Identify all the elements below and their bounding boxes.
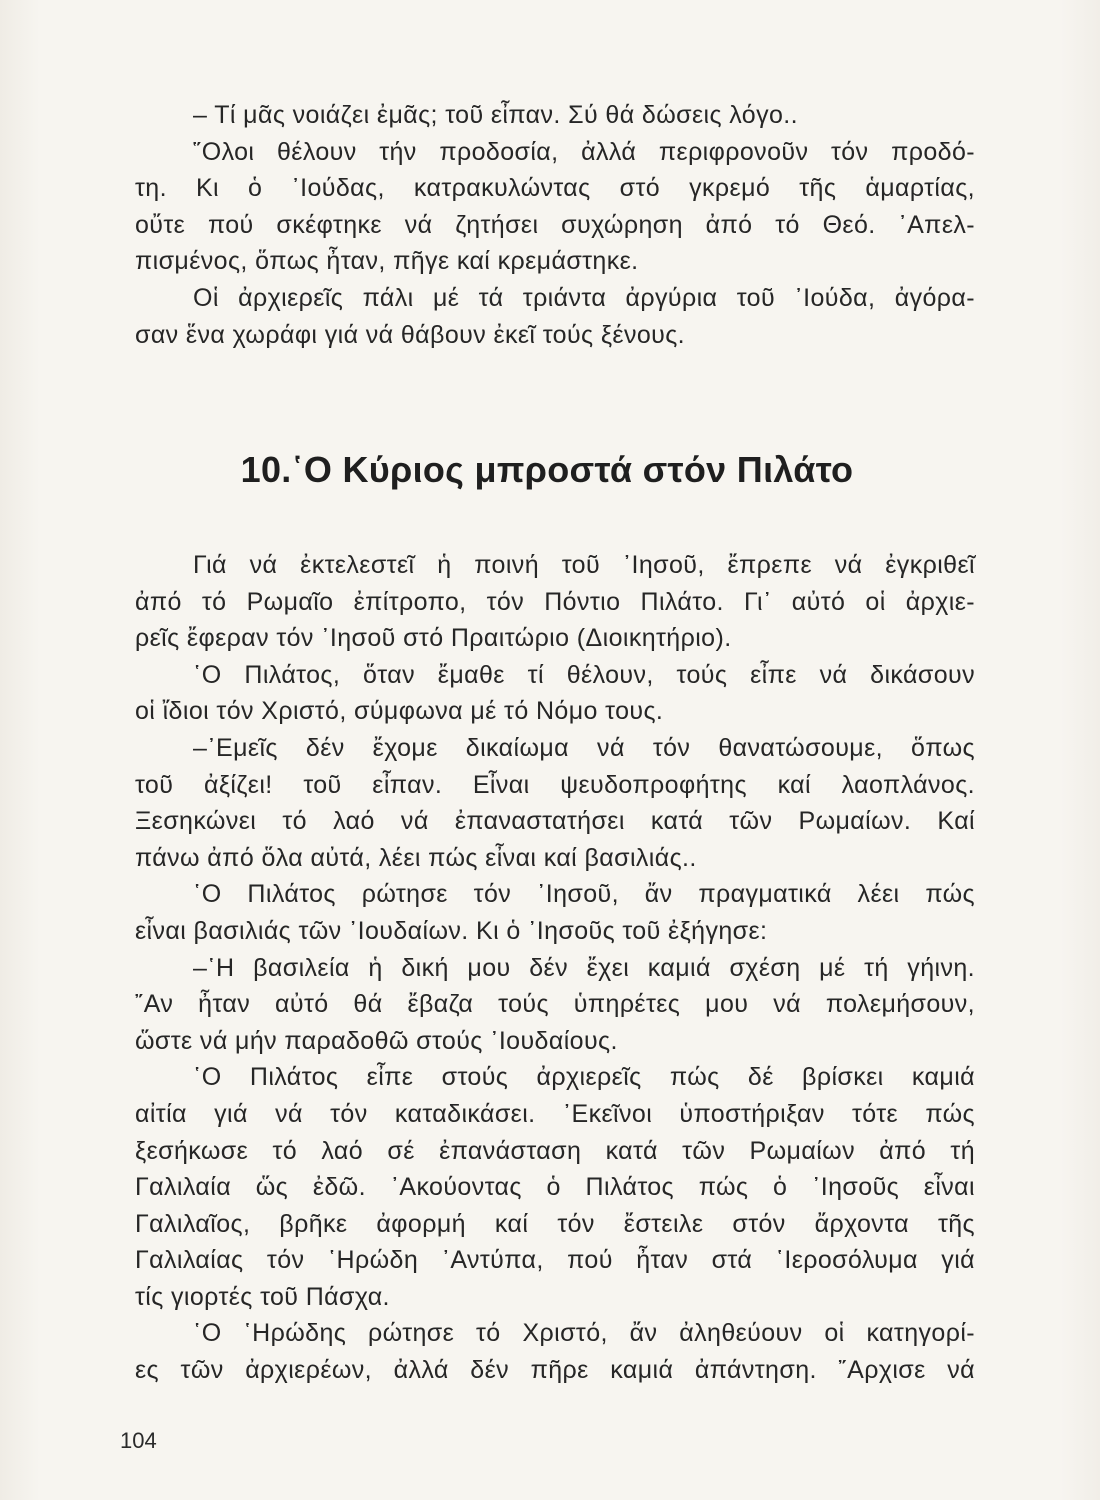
paragraph	[135, 1315, 975, 1388]
text-line: σαν ἕνα χωράφι γιά νά θάβουν ἐκεῖ τούς ξένους.	[135, 320, 686, 349]
text-line: ξεσήκωσε τό λαό σέ ἐπανάσταση κατά τῶν Ρωμαίων ἀπό τή	[135, 1136, 975, 1165]
text-line: ῞Ολοι θέλουν τήν προδοσία, ἀλλά περιφρονοῦν τόν προδό-	[193, 137, 975, 166]
text-line: οἱ ἴδιοι τόν Χριστό, σύμφωνα μέ τό Νόμο τους.	[135, 697, 664, 726]
text-line: ῾Ο Πιλάτος ρώτησε τόν ᾿Ιησοῦ, ἄν πραγματικά λέει πώς	[193, 880, 975, 909]
text-line: τοῦ ἀξίζει! τοῦ εἶπαν. Εἶναι ψευδοπροφήτης καί λαοπλάνος.	[135, 770, 975, 799]
text-line: πισμένος, ὅπως ἦταν, πῆγε καί κρεμάστηκε.	[135, 247, 639, 276]
text-line: –῾Η βασιλεία ἡ δική μου δέν ἔχει καμιά σχέση μέ τή γήινη.	[193, 953, 975, 982]
text-line: Οἱ ἀρχιερεῖς πάλι μέ τά τριάντα ἀργύρια τοῦ ᾿Ιούδα, ἀγόρα-	[193, 283, 975, 312]
text-line: Γαλιλαίας τόν ῾Ηρώδη ᾿Αντύπα, πού ἦταν στά ῾Ιεροσόλυμα γιά	[135, 1246, 975, 1275]
page-number: 104	[120, 1428, 157, 1453]
paragraph	[135, 1059, 975, 1315]
text-line: ὥστε νά μήν παραδοθῶ στούς ᾿Ιουδαίους.	[135, 1026, 618, 1055]
text-line: ες τῶν ἀρχιερέων, ἀλλά δέν πῆρε καμιά ἀπάντηση. ῎Αρχισε νά	[135, 1356, 975, 1385]
text-line: ῾Ο Πιλάτος εἶπε στούς ἀρχιερεῖς πώς δέ βρίσκει καμιά	[193, 1063, 975, 1092]
paragraph	[135, 97, 975, 134]
text-line: Γαλιλαία ὥς ἐδῶ. ᾿Ακούοντας ὁ Πιλάτος πώς ὁ ᾿Ιησοῦς εἶναι	[135, 1173, 975, 1202]
chapter-heading: 10.῾Ο Κύριος μπροστά στόν Πιλάτο	[240, 449, 854, 490]
text-line: ρεῖς ἔφεραν τόν ᾿Ιησοῦ στό Πραιτώριο (Διοικητήριο).	[135, 624, 732, 653]
text-line: πάνω ἀπό ὅλα αὐτά, λέει πώς εἶναι καί βασιλιάς..	[135, 843, 697, 872]
paragraph	[135, 657, 975, 730]
text-line: τίς γιορτές τοῦ Πάσχα.	[135, 1282, 390, 1311]
text-line: ῾Ο Πιλάτος, ὅταν ἔμαθε τί θέλουν, τούς εἶπε νά δικάσουν	[193, 660, 975, 689]
paragraph	[135, 730, 975, 876]
text-line: Ξεσηκώνει τό λαό νά ἐπαναστατήσει κατά τῶν Ρωμαίων. Καί	[135, 807, 975, 836]
chapter-text	[135, 547, 975, 1389]
paragraph	[135, 134, 975, 280]
paragraph	[135, 547, 975, 657]
text-line: ἀπό τό Ρωμαῖο ἐπίτροπο, τόν Πόντιο Πιλάτο. Γι᾿ αὐτό οἱ ἀρχιε-	[135, 587, 975, 616]
text-line: ῾Ο ῾Ηρώδης ρώτησε τό Χριστό, ἄν ἀληθεύουν οἱ κατηγορί-	[193, 1319, 975, 1348]
intro-text	[135, 97, 975, 353]
paragraph	[135, 950, 975, 1060]
paragraph	[135, 876, 975, 949]
text-line: τη. Κι ὁ ᾿Ιούδας, κατρακυλώντας στό γκρεμό τῆς ἁμαρτίας,	[135, 174, 975, 203]
text-line: Γιά νά ἐκτελεστεῖ ἡ ποινή τοῦ ᾿Ιησοῦ, ἔπρεπε νά ἐγκριθεῖ	[193, 551, 975, 579]
text-line: εἶναι βασιλιάς τῶν ᾿Ιουδαίων. Κι ὁ ᾿Ιησοῦς τοῦ ἐξήγησε:	[135, 916, 768, 945]
paragraph	[135, 280, 975, 353]
text-line: – Τί μᾶς νοιάζει ἐμᾶς; τοῦ εἶπαν. Σύ θά δώσεις λόγο..	[193, 101, 798, 129]
text-line: –᾿Εμεῖς δέν ἔχομε δικαίωμα νά τόν θανατώσουμε, ὅπως	[193, 733, 975, 762]
text-line: οὔτε πού σκέφτηκε νά ζητήσει συχώρηση ἀπό τό Θεό. ᾿Απελ-	[135, 210, 975, 239]
text-line: αἰτία γιά νά τόν καταδικάσει. ᾿Εκεῖνοι ὑποστήριξαν τότε πώς	[135, 1099, 975, 1128]
text-line: ῎Αν ἦταν αὐτό θά ἔβαζα τούς ὑπηρέτες μου νά πολεμήσουν,	[135, 990, 975, 1019]
text-line: Γαλιλαῖος, βρῆκε ἀφορμή καί τόν ἔστειλε στόν ἄρχοντα τῆς	[135, 1209, 975, 1238]
